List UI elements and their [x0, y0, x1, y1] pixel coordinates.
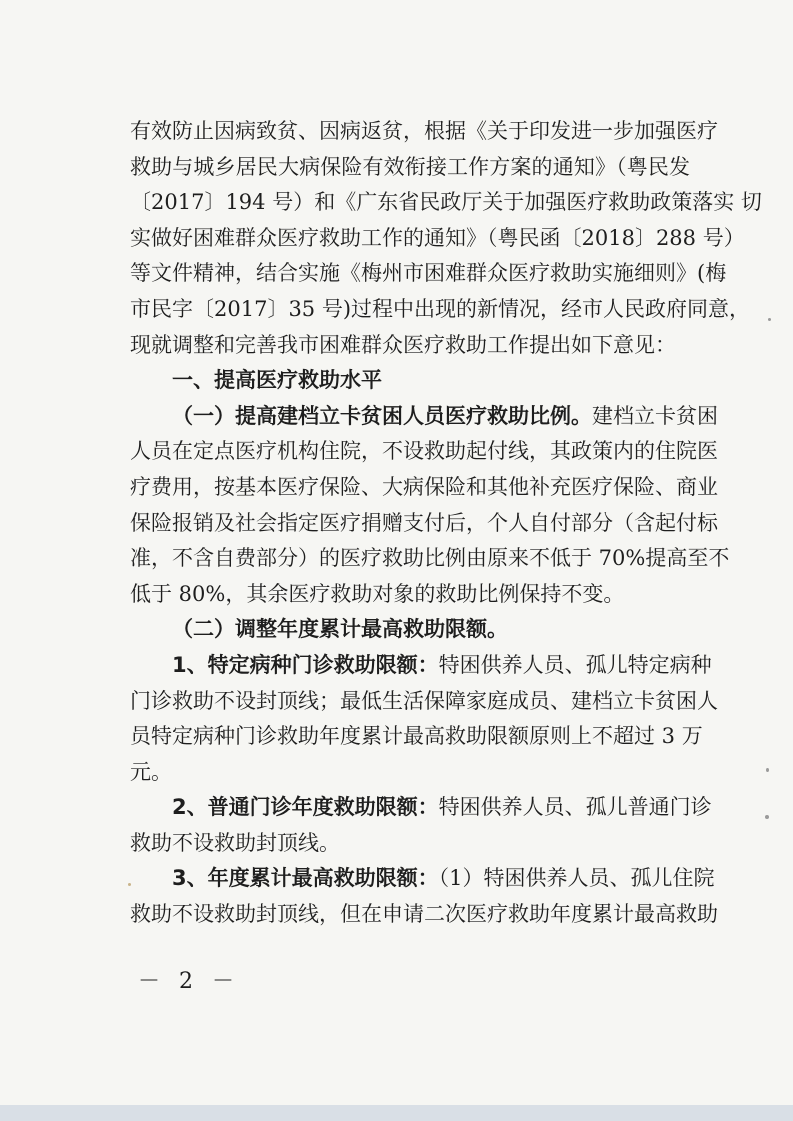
scan-edge-band	[0, 1105, 793, 1121]
page-number: － 2 －	[138, 969, 240, 994]
text-line	[130, 648, 712, 684]
text-line: 救助与城乡居民大病保险有效衔接工作方案的通知》（粤民发	[130, 154, 690, 179]
text-line: 救助不设救助封顶线，但在申请二次医疗救助年度累计最高救助	[130, 902, 718, 927]
text-line: 元。	[130, 759, 172, 784]
item-heading: （一）提高建档立卡贫困人员医疗救助比例。	[172, 403, 592, 428]
text-line: 准，不含自费部分）的医疗救助比例由原来不低于 70%提高至不	[130, 546, 730, 571]
section-heading: 一、提高医疗救助水平	[172, 368, 382, 393]
scan-speck	[765, 815, 769, 819]
subsection-heading: （二）调整年度累计最高救助限额。	[172, 617, 508, 642]
document-body	[130, 114, 762, 933]
paragraph-sub3	[130, 861, 718, 932]
text-run: 特困供养人员、孤儿特定病种	[438, 652, 712, 677]
text-line: 疗费用，按基本医疗保险、大病保险和其他补充医疗保险、商业	[130, 474, 718, 499]
scan-speck	[128, 883, 131, 886]
text-run: （1）特困供养人员、孤儿住院	[438, 866, 715, 891]
scan-speck	[768, 318, 771, 321]
text-line: 〔2017〕194 号）和《广东省民政厅关于加强医疗救助政策落实 切	[130, 190, 762, 215]
text-line: 员特定病种门诊救助年度累计最高救助限额原则上不超过 3 万	[130, 724, 703, 749]
text-line: 实做好困难群众医疗救助工作的通知》（粤民函〔2018〕288 号）	[130, 225, 745, 250]
text-line: 低于 80%，其余医疗救助对象的救助比例保持不变。	[130, 581, 625, 606]
text-line	[130, 861, 715, 897]
text-line	[130, 790, 712, 826]
text-line	[130, 399, 718, 435]
paragraph-sub1	[130, 648, 718, 790]
paragraph-item1	[130, 399, 730, 613]
text-run: 特困供养人员、孤儿普通门诊	[438, 795, 712, 820]
text-line: 门诊救助不设封顶线；最低生活保障家庭成员、建档立卡贫困人	[130, 688, 718, 713]
scan-speck	[766, 768, 769, 772]
sub-heading: 3、年度累计最高救助限额：	[172, 866, 439, 891]
sub-heading: 1、特定病种门诊救助限额：	[172, 652, 439, 677]
text-run: 建档立卡贫困	[592, 403, 718, 428]
paragraph-intro	[130, 114, 762, 363]
text-line: 救助不设救助封顶线。	[130, 830, 340, 855]
text-line: 有效防止因病致贫、因病返贫，根据《关于印发进一步加强医疗	[130, 119, 718, 143]
text-line: 市民字〔2017〕35 号)过程中出现的新情况，经市人民政府同意，	[130, 296, 751, 321]
sub-heading: 2、普通门诊年度救助限额：	[172, 795, 439, 820]
text-line: 等文件精神，结合实施《梅州市困难群众医疗救助实施细则》(梅	[130, 261, 727, 286]
text-line: 保险报销及社会指定医疗捐赠支付后，个人自付部分（含起付标	[130, 510, 718, 535]
text-line: 人员在定点医疗机构住院，不设救助起付线，其政策内的住院医	[130, 439, 718, 464]
paragraph-sub2	[130, 790, 712, 861]
text-line: 现就调整和完善我市困难群众医疗救助工作提出如下意见：	[130, 332, 676, 357]
